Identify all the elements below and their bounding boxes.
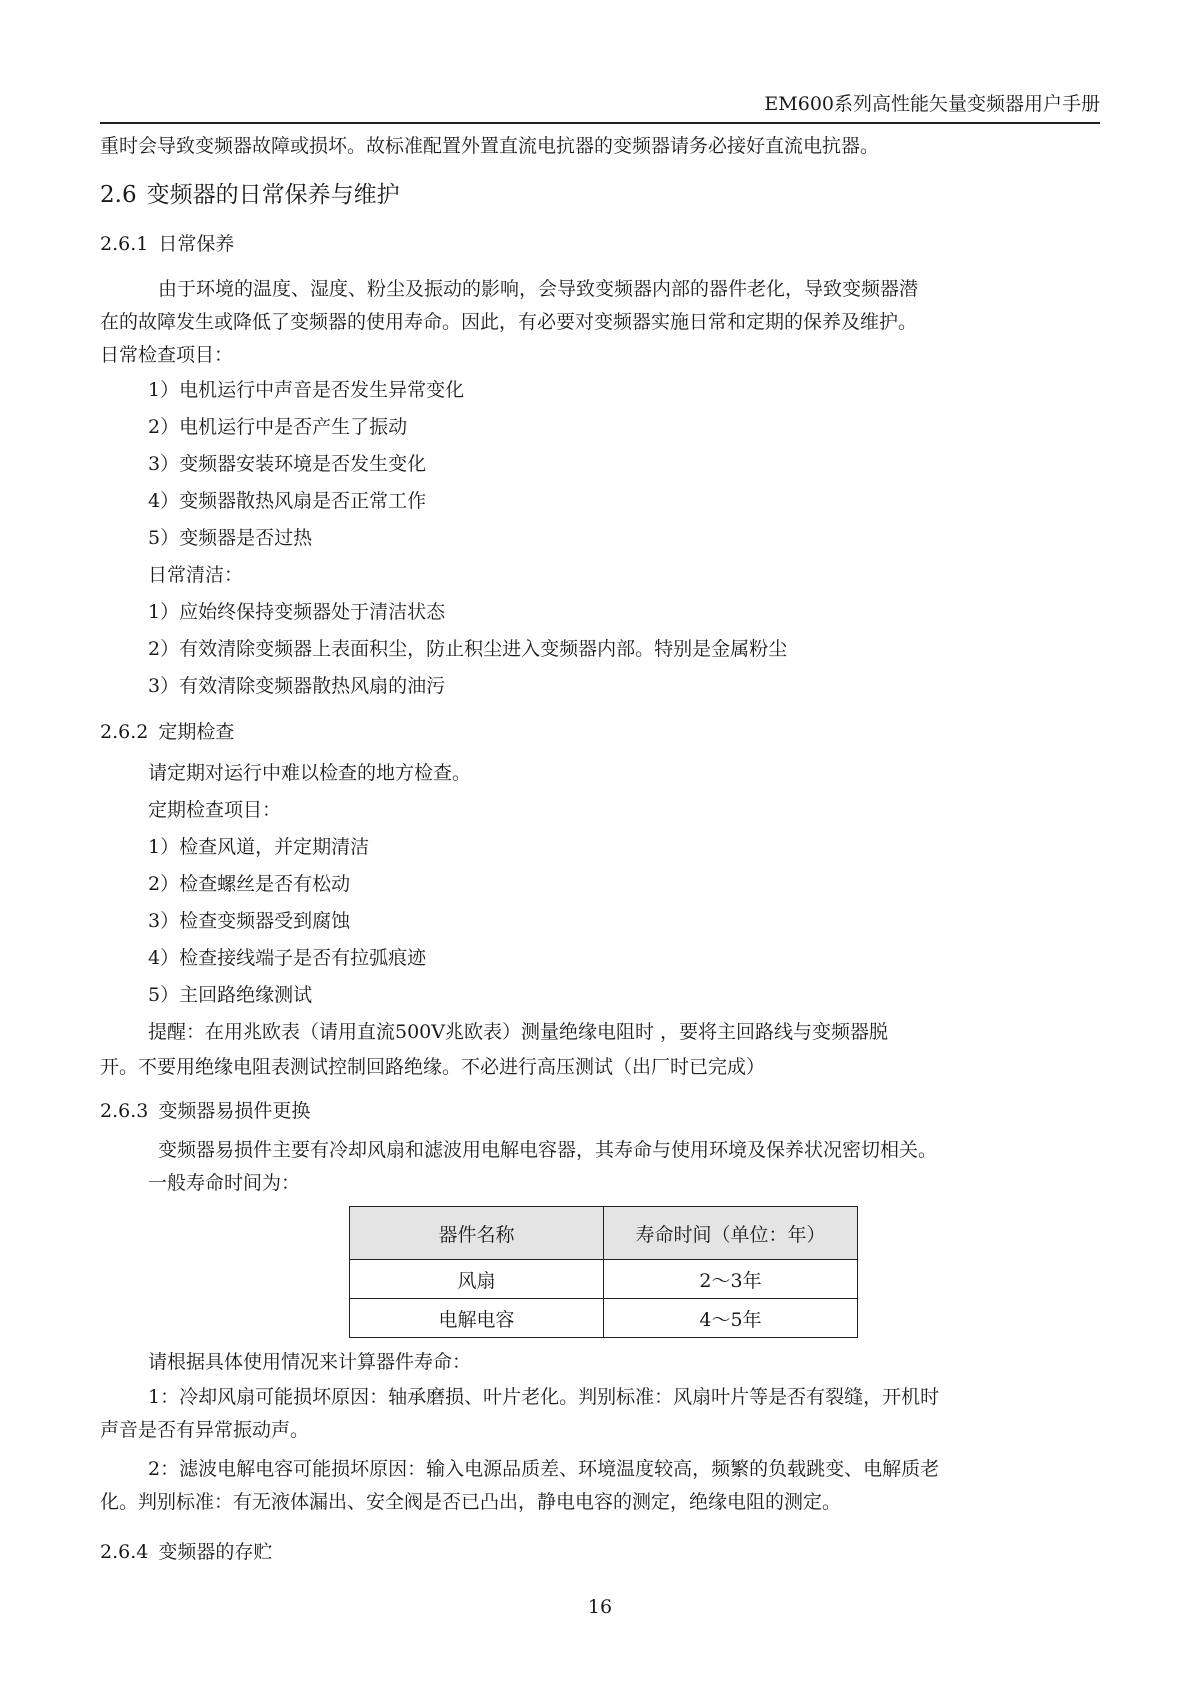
paragraph-line: 日常检查项目： — [100, 344, 234, 366]
table-cell: 2～3年 — [604, 1260, 858, 1299]
table-cell: 风扇 — [350, 1260, 604, 1299]
subsection-title: 定期检查 — [158, 721, 235, 743]
page-content — [100, 128, 1100, 1575]
subsection-heading-263 — [100, 1088, 1100, 1134]
list-item: 2）有效清除变频器上表面积尘，防止积尘进入变频器内部。特别是金属粉尘 — [148, 638, 788, 660]
paragraph-line: 请定期对运行中难以检查的地方检查。 — [148, 762, 472, 784]
table-row — [350, 1260, 858, 1299]
list-item: 4）检查接线端子是否有拉弧痕迹 — [148, 947, 427, 969]
list-item: 2）检查螺丝是否有松动 — [148, 873, 351, 895]
subsection-number: 2.6.1 — [100, 233, 149, 255]
lifetime-table-wrap — [349, 1206, 1100, 1338]
paragraph-line: 变频器易损件主要有冷却风扇和滤波用电解电容器，其寿命与使用环境及保养状况密切相关。 — [158, 1139, 938, 1161]
list-item: 1）电机运行中声音是否发生异常变化 — [148, 379, 465, 401]
subsection-title: 变频器的存贮 — [158, 1541, 273, 1563]
table-header-cell: 器件名称 — [350, 1207, 604, 1260]
header-title: EM600系列高性能矢量变频器用户手册 — [764, 93, 1100, 115]
paragraph-line: 在的故障发生或降低了变频器的使用寿命。因此，有必要对变频器实施日常和定期的保养及维护。 — [100, 311, 918, 333]
list-item: 2）电机运行中是否产生了振动 — [148, 416, 408, 438]
lifetime-table — [349, 1206, 858, 1338]
intro-line: 重时会导致变频器故障或损坏。故标准配置外置直流电抗器的变频器请务必接好直流电抗器。 — [100, 135, 880, 157]
table-cell: 电解电容 — [350, 1299, 604, 1338]
paragraph-line: 声音是否有异常振动声。 — [100, 1419, 310, 1441]
subsection-heading-261 — [100, 221, 1100, 267]
paragraph-line: 1：冷却风扇可能损坏原因：轴承磨损、叶片老化。判别标准：风扇叶片等是否有裂缝，开机时 — [148, 1386, 940, 1408]
subsection-number: 2.6.3 — [100, 1100, 149, 1122]
table-header-row — [350, 1207, 858, 1260]
list-item: 1）检查风道，并定期清洁 — [148, 836, 370, 858]
page-number: 16 — [587, 1596, 613, 1618]
section-heading — [100, 173, 1100, 217]
list-label: 日常清洁： — [148, 564, 244, 586]
note-line: 提醒：在用兆欧表（请用直流500V兆欧表）测量绝缘电阻时 ，要将主回路线与变频器脱 — [148, 1021, 889, 1043]
list-item: 4）变频器散热风扇是否正常工作 — [148, 490, 427, 512]
section-number: 2.6 — [100, 182, 137, 208]
subsection-number: 2.6.2 — [100, 721, 149, 743]
subsection-title: 变频器易损件更换 — [158, 1100, 311, 1122]
table-cell: 4～5年 — [604, 1299, 858, 1338]
list-item: 3）有效清除变频器散热风扇的油污 — [148, 675, 446, 697]
subsection-title: 日常保养 — [158, 233, 235, 255]
paragraph-line: 由于环境的温度、湿度、粉尘及振动的影响，会导致变频器内部的器件老化，导致变频器潜 — [158, 278, 919, 300]
section-title: 变频器的日常保养与维护 — [146, 182, 400, 208]
subsection-heading-262 — [100, 709, 1100, 755]
list-item: 1）应始终保持变频器处于清洁状态 — [148, 601, 446, 623]
list-label: 定期检查项目： — [148, 799, 282, 821]
table-row — [350, 1299, 858, 1338]
list-item: 3）变频器安装环境是否发生变化 — [148, 453, 427, 475]
paragraph-line: 2：滤波电解电容可能损坏原因：输入电源品质差、环境温度较高，频繁的负载跳变、电解质老 — [148, 1458, 940, 1480]
subsection-heading-264 — [100, 1529, 1100, 1575]
note-line: 开。不要用绝缘电阻表测试控制回路绝缘。不必进行高压测试（出厂时已完成） — [100, 1056, 766, 1078]
page-header — [100, 90, 1100, 124]
list-item: 3）检查变频器受到腐蚀 — [148, 910, 351, 932]
table-header-cell: 寿命时间（单位：年） — [604, 1207, 858, 1260]
list-item: 5）主回路绝缘测试 — [148, 984, 313, 1006]
list-item: 5）变频器是否过热 — [148, 527, 313, 549]
paragraph-line: 化。判别标准：有无液体漏出、安全阀是否已凸出，静电电容的测定，绝缘电阻的测定。 — [100, 1491, 842, 1513]
subsection-number: 2.6.4 — [100, 1541, 149, 1563]
paragraph-line: 请根据具体使用情况来计算器件寿命： — [148, 1351, 472, 1373]
paragraph-line: 一般寿命时间为： — [148, 1172, 301, 1194]
